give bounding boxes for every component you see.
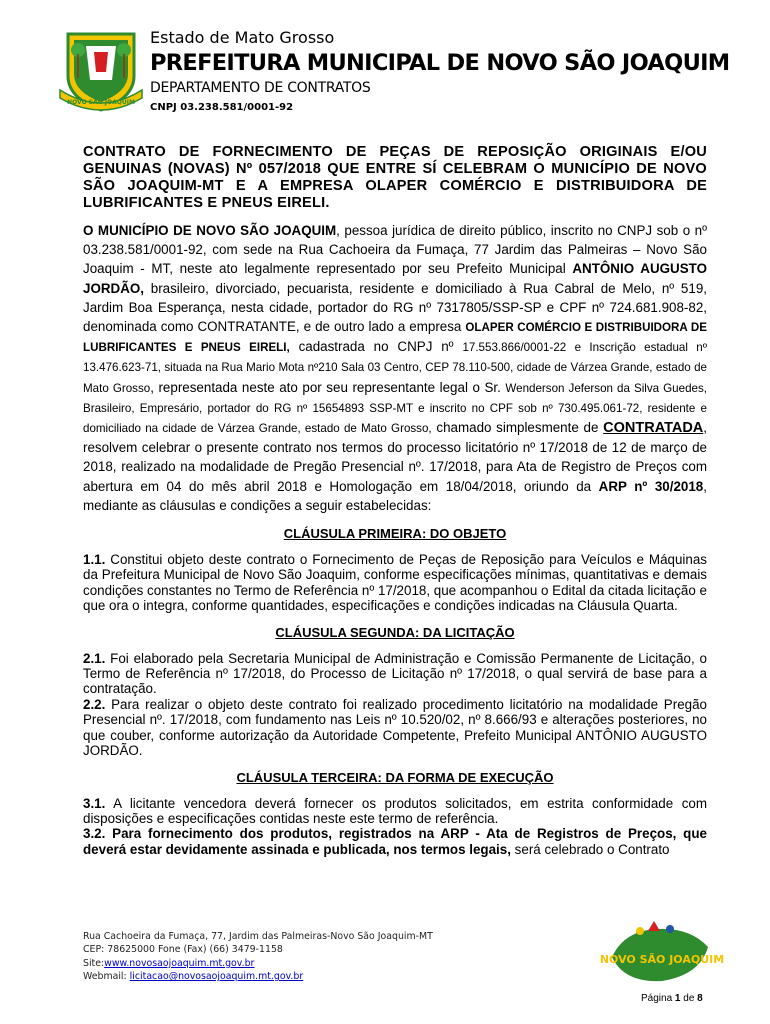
clause-item xyxy=(83,796,707,827)
footer-phone: CEP: 78625000 Fone (Fax) (66) 3479-1158 xyxy=(83,944,283,956)
mayor-name: ANTÔNIO AUGUSTO JORDÃO, xyxy=(83,261,707,296)
clause-text: Foi elaborado pela Secretaria Municipal de Administração e Comissão Permanente de Licitação, o Termo de Referência nº 17/2018, do Processo de Licitação nº 17/2018, o qual servirá de base para a contratação. xyxy=(83,650,707,697)
clause-text: A licitante vencedora deverá fornecer os produtos solicitados, em estrita conformidade com disposições e especificações contidas neste este termo de referência. xyxy=(83,795,707,826)
municipality-name: O MUNICÍPIO DE NOVO SÃO JOAQUIM xyxy=(83,223,337,238)
webmail-label: Webmail: xyxy=(83,971,130,983)
clause-heading: CLÁUSULA TERCEIRA: DA FORMA DE EXECUÇÃO xyxy=(236,769,554,785)
clause-item xyxy=(83,552,707,614)
contract-title: CONTRATO DE FORNECIMENTO DE PEÇAS DE REPOSIÇÃO ORIGINAIS E/OU GENUINAS (NOVAS) Nº 057/2018 QUE ENTRE SÍ CELEBRAM O MUNICÍPIO DE NOVO SÃO JOAQUIM-MT E A EMPRESA OLAPER COMÉRCIO E DISTRIBUIDORA DE LUBRIFICANTES E PNEUS EIRELI. xyxy=(83,144,707,211)
clause-number: 2.1. xyxy=(83,650,106,666)
clause-number: 3.2. xyxy=(83,826,106,842)
crest-ribbon-text: NOVO SÃO JOAQUIM xyxy=(67,99,135,106)
contract-body xyxy=(83,144,707,857)
footer-site xyxy=(83,957,433,970)
footer-address: Rua Cachoeira da Fumaça, 77, Jardim das Palmeiras-Novo São Joaquim-MT xyxy=(83,931,433,942)
clause-number: 3.1. xyxy=(83,795,106,811)
site-link[interactable]: www.novosaojoaquim.mt.gov.br xyxy=(104,957,255,969)
footer-webmail xyxy=(83,970,433,983)
company-name: OLAPER COMÉRCIO E DISTRIBUIDORA DE LUBRIFICANTES E PNEUS EIRELI, xyxy=(83,321,707,355)
footer-contact xyxy=(83,930,433,984)
page-current: 1 xyxy=(674,993,681,1004)
clause-text: Constitui objeto deste contrato o Fornecimento de Peças de Reposição para Veículos e Máquinas da Prefeitura Municipal de Novo São Joaquim, conforme especificações mínimas, quantitativas e demais condições constantes no Termo de Referência nº 17/2018, que acompanhou o Edital da citada licitação e que ora o integra, conforme quantidades, especificações e condições indicadas na Cláusula Quarta. xyxy=(83,552,707,614)
company-address: 17.553.866/0001-22 e Inscrição estadual nº 13.476.623-71, situada na Rua Mario Mota nº210 Sala 03 Centro, CEP 78.110-500, cidade de Várzea Grande, estado de Mato Grosso xyxy=(83,341,707,395)
intro-paragraph xyxy=(83,221,707,515)
clause-heading: CLÁUSULA PRIMEIRA: DO OBJETO xyxy=(283,526,507,542)
municipal-crest-icon xyxy=(56,24,146,114)
intro-text: brasileiro, divorciado, pecuarista, residente e domiciliado à Rua Cabral de Melo, nº 519, Jardim Boa Esperança, nesta cidade, portador do RG nº 7317805/SSP-SP e CPF nº 724.681.908-82, denominada como CONTRATANTE, e de outro lado a empresa xyxy=(83,280,707,335)
intro-text: , representada neste ato por seu representante legal o Sr. xyxy=(150,379,506,395)
intro-text: , pessoa jurídica de direito público, inscrito no CNPJ sob o nº 03.238.581/0001-92, com sede na Rua Cachoeira da Fumaça, 77 Jardim das Palmeiras – Novo São Joaquim - MT, neste ato legalmente representado por seu Prefeito Municipal xyxy=(83,223,707,277)
clause-number: 1.1. xyxy=(83,552,106,568)
header-cnpj: CNPJ 03.238.581/0001-92 xyxy=(150,102,294,113)
site-label: Site: xyxy=(83,957,105,969)
page-total: 8 xyxy=(697,993,703,1004)
arp-number: ARP nº 30/2018 xyxy=(598,478,704,494)
page-number xyxy=(641,993,703,1004)
department-name: DEPARTAMENTO DE CONTRATOS xyxy=(150,80,371,96)
webmail-link[interactable]: licitacao@novosaojoaquim.mt.gov.br xyxy=(129,971,304,983)
clause-item xyxy=(83,697,707,759)
clause-text: será celebrado o Contrato xyxy=(510,841,670,857)
prefeitura-name: PREFEITURA MUNICIPAL DE NOVO SÃO JOAQUIM xyxy=(150,50,730,76)
intro-text: , mediante as cláusulas e condições a seguir estabelecidas: xyxy=(83,478,707,513)
footer-logo-icon xyxy=(599,917,725,987)
page-label: Página xyxy=(641,993,673,1004)
clause-text: Para realizar o objeto deste contrato foi realizado procedimento licitatório na modalidade Pregão Presencial nº. 17/2018, com fundamento nas Leis nº 10.520/02, nº 8.666/93 e alterações posteriores, no que couber, conforme autorização da Autoridade Competente, Prefeito Municipal ANTÔNIO AUGUSTO JORDÃO. xyxy=(83,696,707,759)
state-name: Estado de Mato Grosso xyxy=(150,28,335,47)
clause-item xyxy=(83,826,707,857)
representative-details: Wenderson Jeferson da Silva Guedes, Brasileiro, Empresário, portador do RG nº 15654893 SSP-MT e inscrito no CPF sob nº 730.495.061-72, residente e domiciliado na cidade de Várzea Grande, estado de Mato Grosso, xyxy=(83,381,707,436)
intro-text: cadastrada no CNPJ nº xyxy=(289,339,463,355)
contratada-label: CONTRATADA xyxy=(603,420,704,437)
clause-bold-text: Para fornecimento dos produtos, registrados na ARP - Ata de Registros de Preços, que deverá estar devidamente assinada e publicada, nos termos legais, xyxy=(83,826,707,857)
footer-logo-text: NOVO SÃO JOAQUIM xyxy=(599,953,725,966)
clause-number: 2.2. xyxy=(83,696,106,712)
intro-text: chamado simplesmente de xyxy=(431,420,604,436)
page-of: de xyxy=(683,993,695,1004)
clause-heading: CLÁUSULA SEGUNDA: DA LICITAÇÃO xyxy=(275,624,515,640)
intro-text: , resolvem celebrar o presente contrato nos termos do processo licitatório nº 17/2018 de 12 de março de 2018, realizado na modalidade de Pregão Presencial nº. 17/2018, para Ata de Registro de Preços com abertura em 04 do mês abril 2018 e Homologação em 18/04/2018, oriundo da xyxy=(83,420,708,494)
clause-item xyxy=(83,651,707,697)
